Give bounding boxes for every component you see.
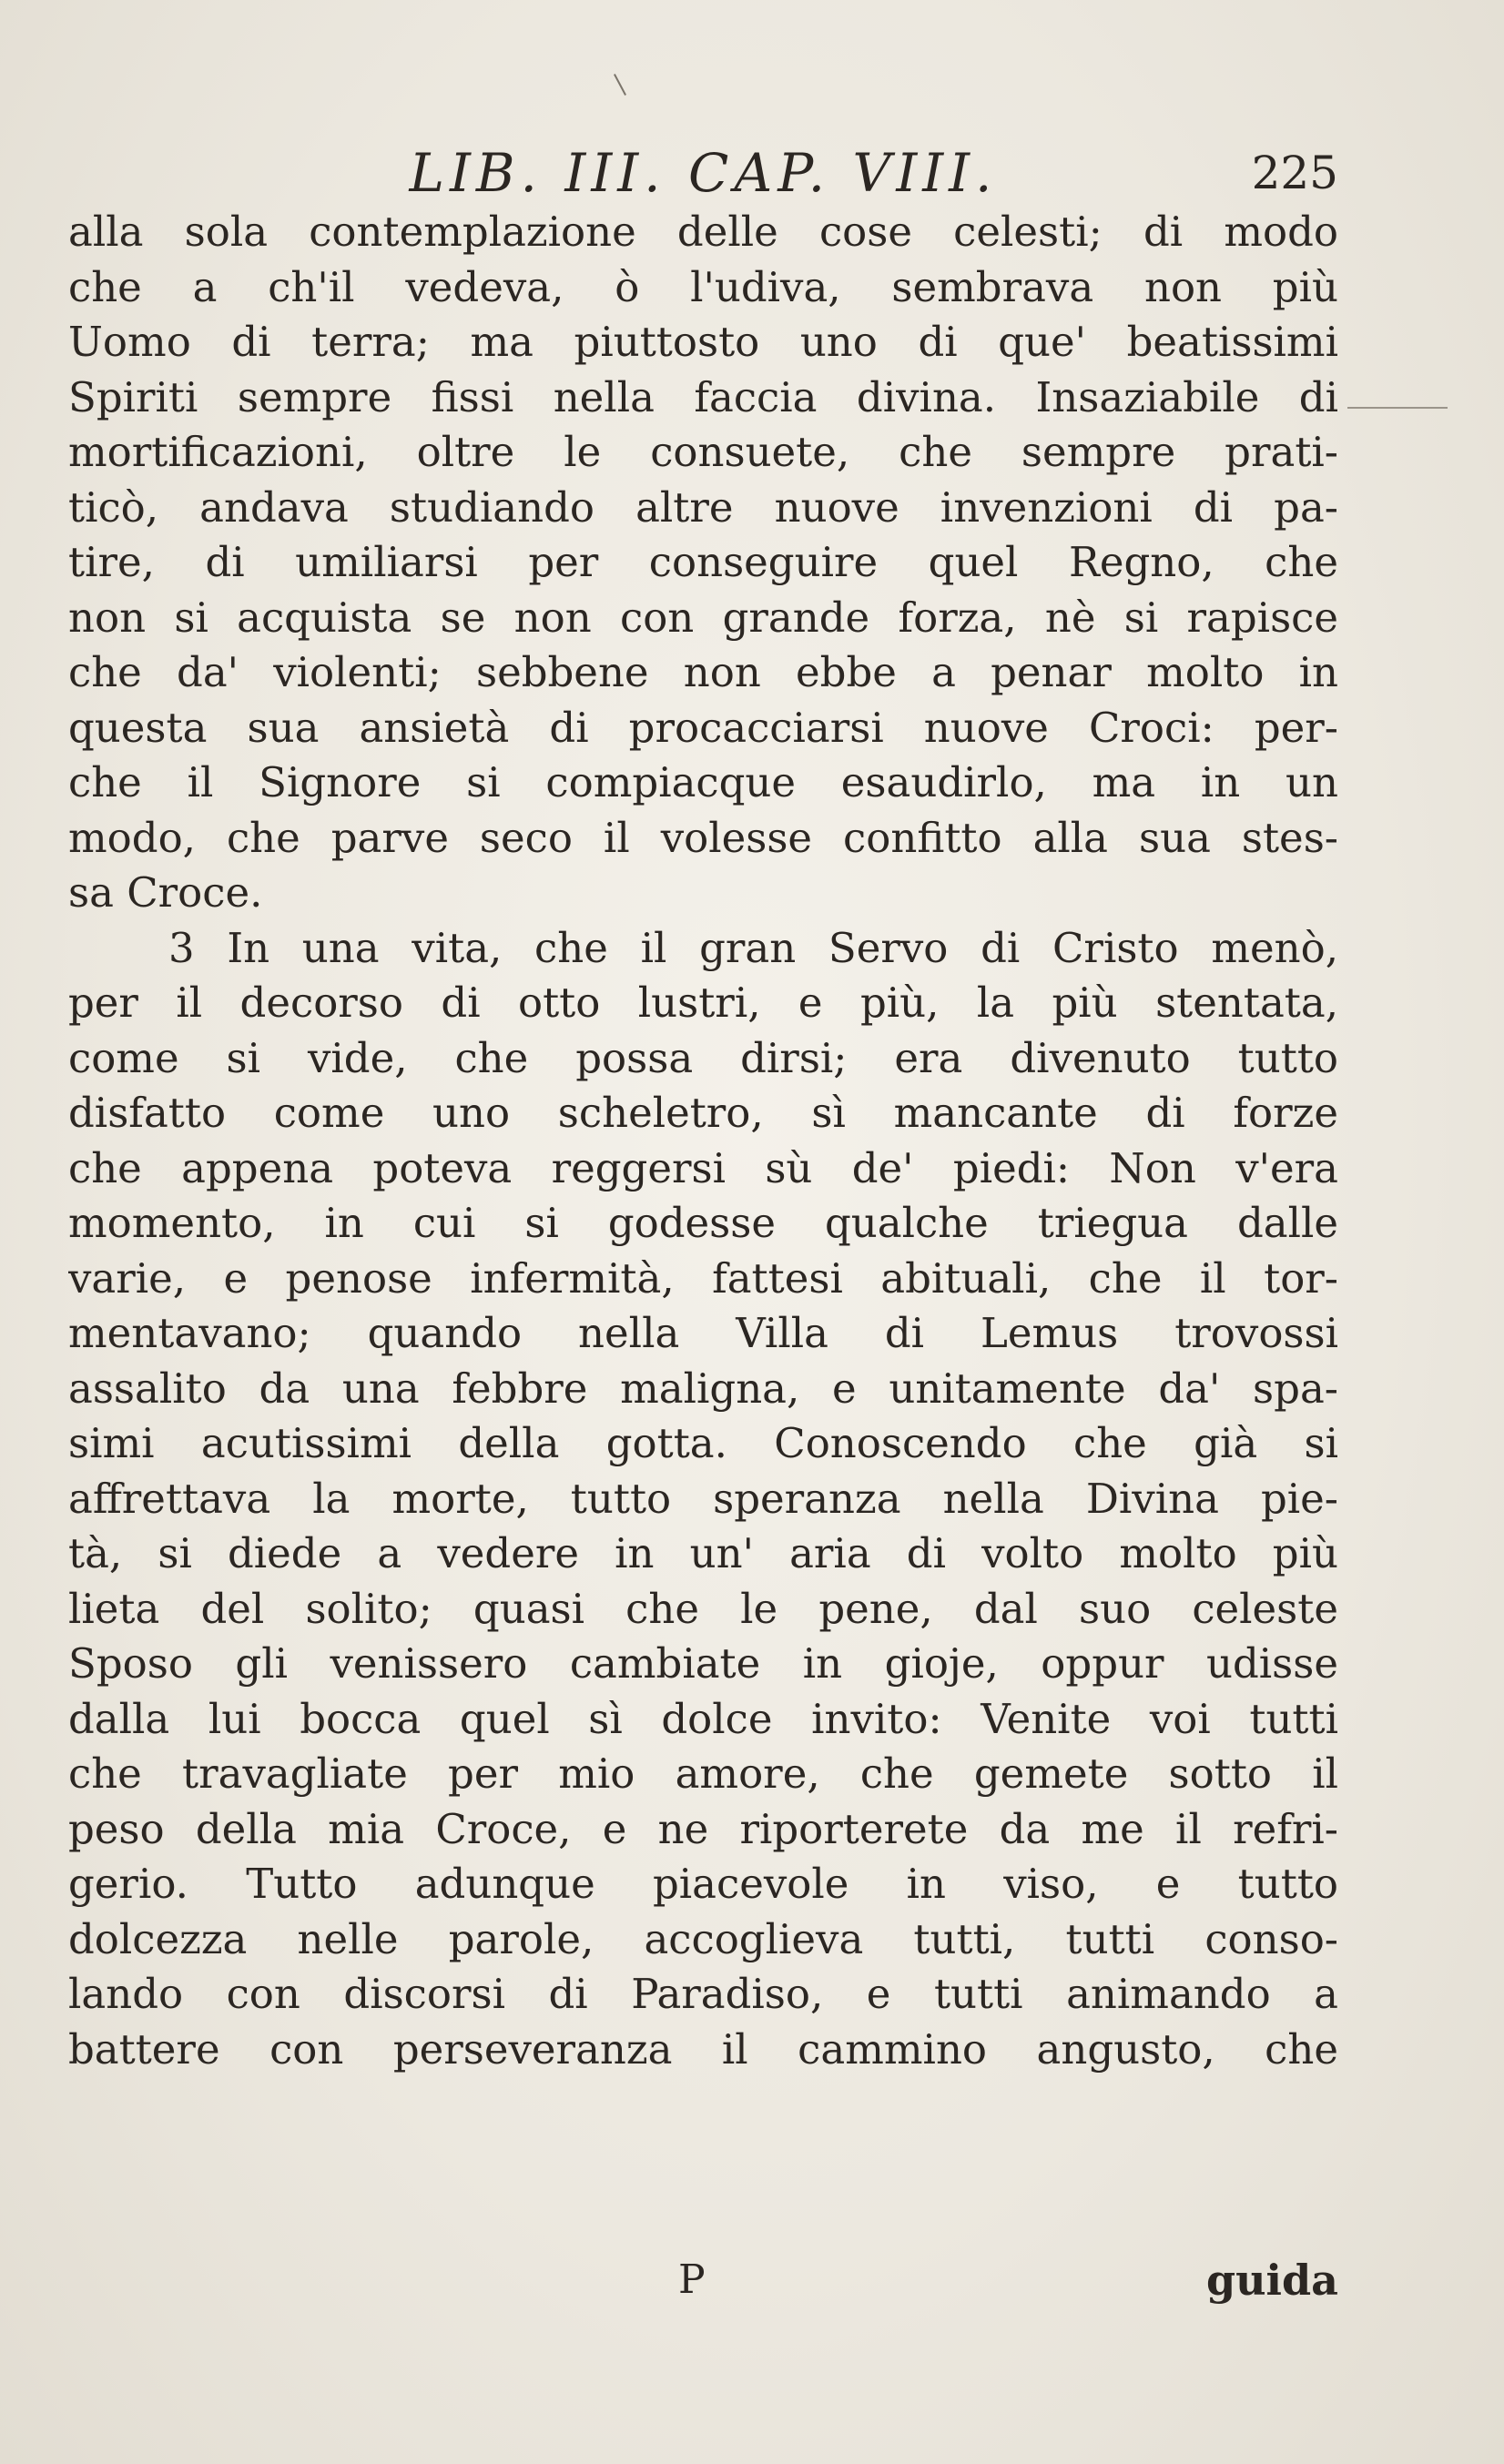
text-line: che da' violenti; sebbene non ebbe a penar molto in (68, 648, 1338, 696)
text-line: simi acutissimi della gotta. Conoscendo che già si (68, 1419, 1338, 1467)
page-footer (68, 2248, 1338, 2312)
text-line: Sposo gli venissero cambiate in gioje, oppur udisse (68, 1639, 1338, 1688)
text-line: che appena poteva reggersi sù de' piedi: Non v'era (68, 1143, 1338, 1192)
text-line: affrettava la morte, tutto speranza nella Divina pie- (68, 1474, 1338, 1523)
text-line: assalito da una febbre maligna, e unitamente da' spa- (68, 1364, 1338, 1413)
text-line: battere con perseveranza il cammino angusto, che (68, 2024, 1338, 2074)
ink-mark (614, 74, 626, 96)
text-line: dolcezza nelle parole, accoglieva tutti, tutti conso- (68, 1914, 1338, 1963)
text-line: che a ch'il vedeva, ò l'udiva, sembrava non più (68, 262, 1338, 311)
text-line: disfatto come uno scheletro, sì mancante di forze (68, 1089, 1338, 1137)
text-line: che travagliate per mio amore, che gemete sotto il (68, 1749, 1338, 1798)
text-line: come si vide, che possa dirsi; era divenuto tutto (68, 1033, 1338, 1082)
text-line: lando con discorsi di Paradiso, e tutti animando a (68, 1970, 1338, 2018)
text-line: peso della mia Croce, e ne riporterete da me il refri- (68, 1804, 1338, 1853)
text-line: mentavano; quando nella Villa di Lemus trovossi (68, 1309, 1338, 1357)
text-line: alla sola contemplazione delle cose celesti; di modo (68, 208, 1338, 256)
page-header (68, 137, 1338, 209)
text-line: tà, si diede a vedere in un' aria di volto molto più (68, 1529, 1338, 1577)
text-line: tire, di umiliarsi per conseguire quel Regno, che (68, 538, 1338, 586)
running-head: LIB. III. CAP. VIII. (409, 142, 998, 204)
text-line: mortificazioni, oltre le consuete, che sempre prati- (68, 428, 1338, 476)
page-number: 225 (1251, 147, 1338, 199)
text-line: sa Croce. (68, 868, 263, 917)
text-line: per il decorso di otto lustri, e più, la più stentata, (68, 979, 1338, 1027)
text-line: varie, e penose infermità, fattesi abituali, che il tor- (68, 1253, 1338, 1303)
text-line: Uomo di terra; ma piuttosto uno di que' beatissimi (68, 318, 1338, 366)
body-text (68, 205, 1338, 2077)
text-line: che il Signore si compiacque esaudirlo, ma in un (68, 758, 1338, 806)
text-line: gerio. Tutto adunque piacevole in viso, e tutto (68, 1860, 1338, 1908)
text-line: lieta del solito; quasi che le pene, dal suo celeste (68, 1584, 1338, 1633)
text-line: Spiriti sempre fissi nella faccia divina. Insaziabile di (68, 372, 1338, 421)
text-line: momento, in cui si godesse qualche triegua dalle (68, 1199, 1338, 1247)
margin-rule (1347, 407, 1448, 409)
signature-mark: P (678, 2256, 706, 2303)
text-line: ticò, andava studiando altre nuove invenzioni di pa- (68, 482, 1338, 532)
text-line: modo, che parve seco il volesse confitto alla sua stes- (68, 813, 1338, 862)
paragraph-start-line: 3 In una vita, che il gran Servo di Cristo menò, (168, 923, 1338, 972)
text-line: dalla lui bocca quel sì dolce invito: Venite voi tutti (68, 1694, 1338, 1743)
text-line: non si acquista se non con grande forza, nè si rapisce (68, 593, 1338, 642)
catchword: guida (1205, 2256, 1338, 2305)
text-line: questa sua ansietà di procacciarsi nuove Croci: per- (68, 703, 1338, 752)
